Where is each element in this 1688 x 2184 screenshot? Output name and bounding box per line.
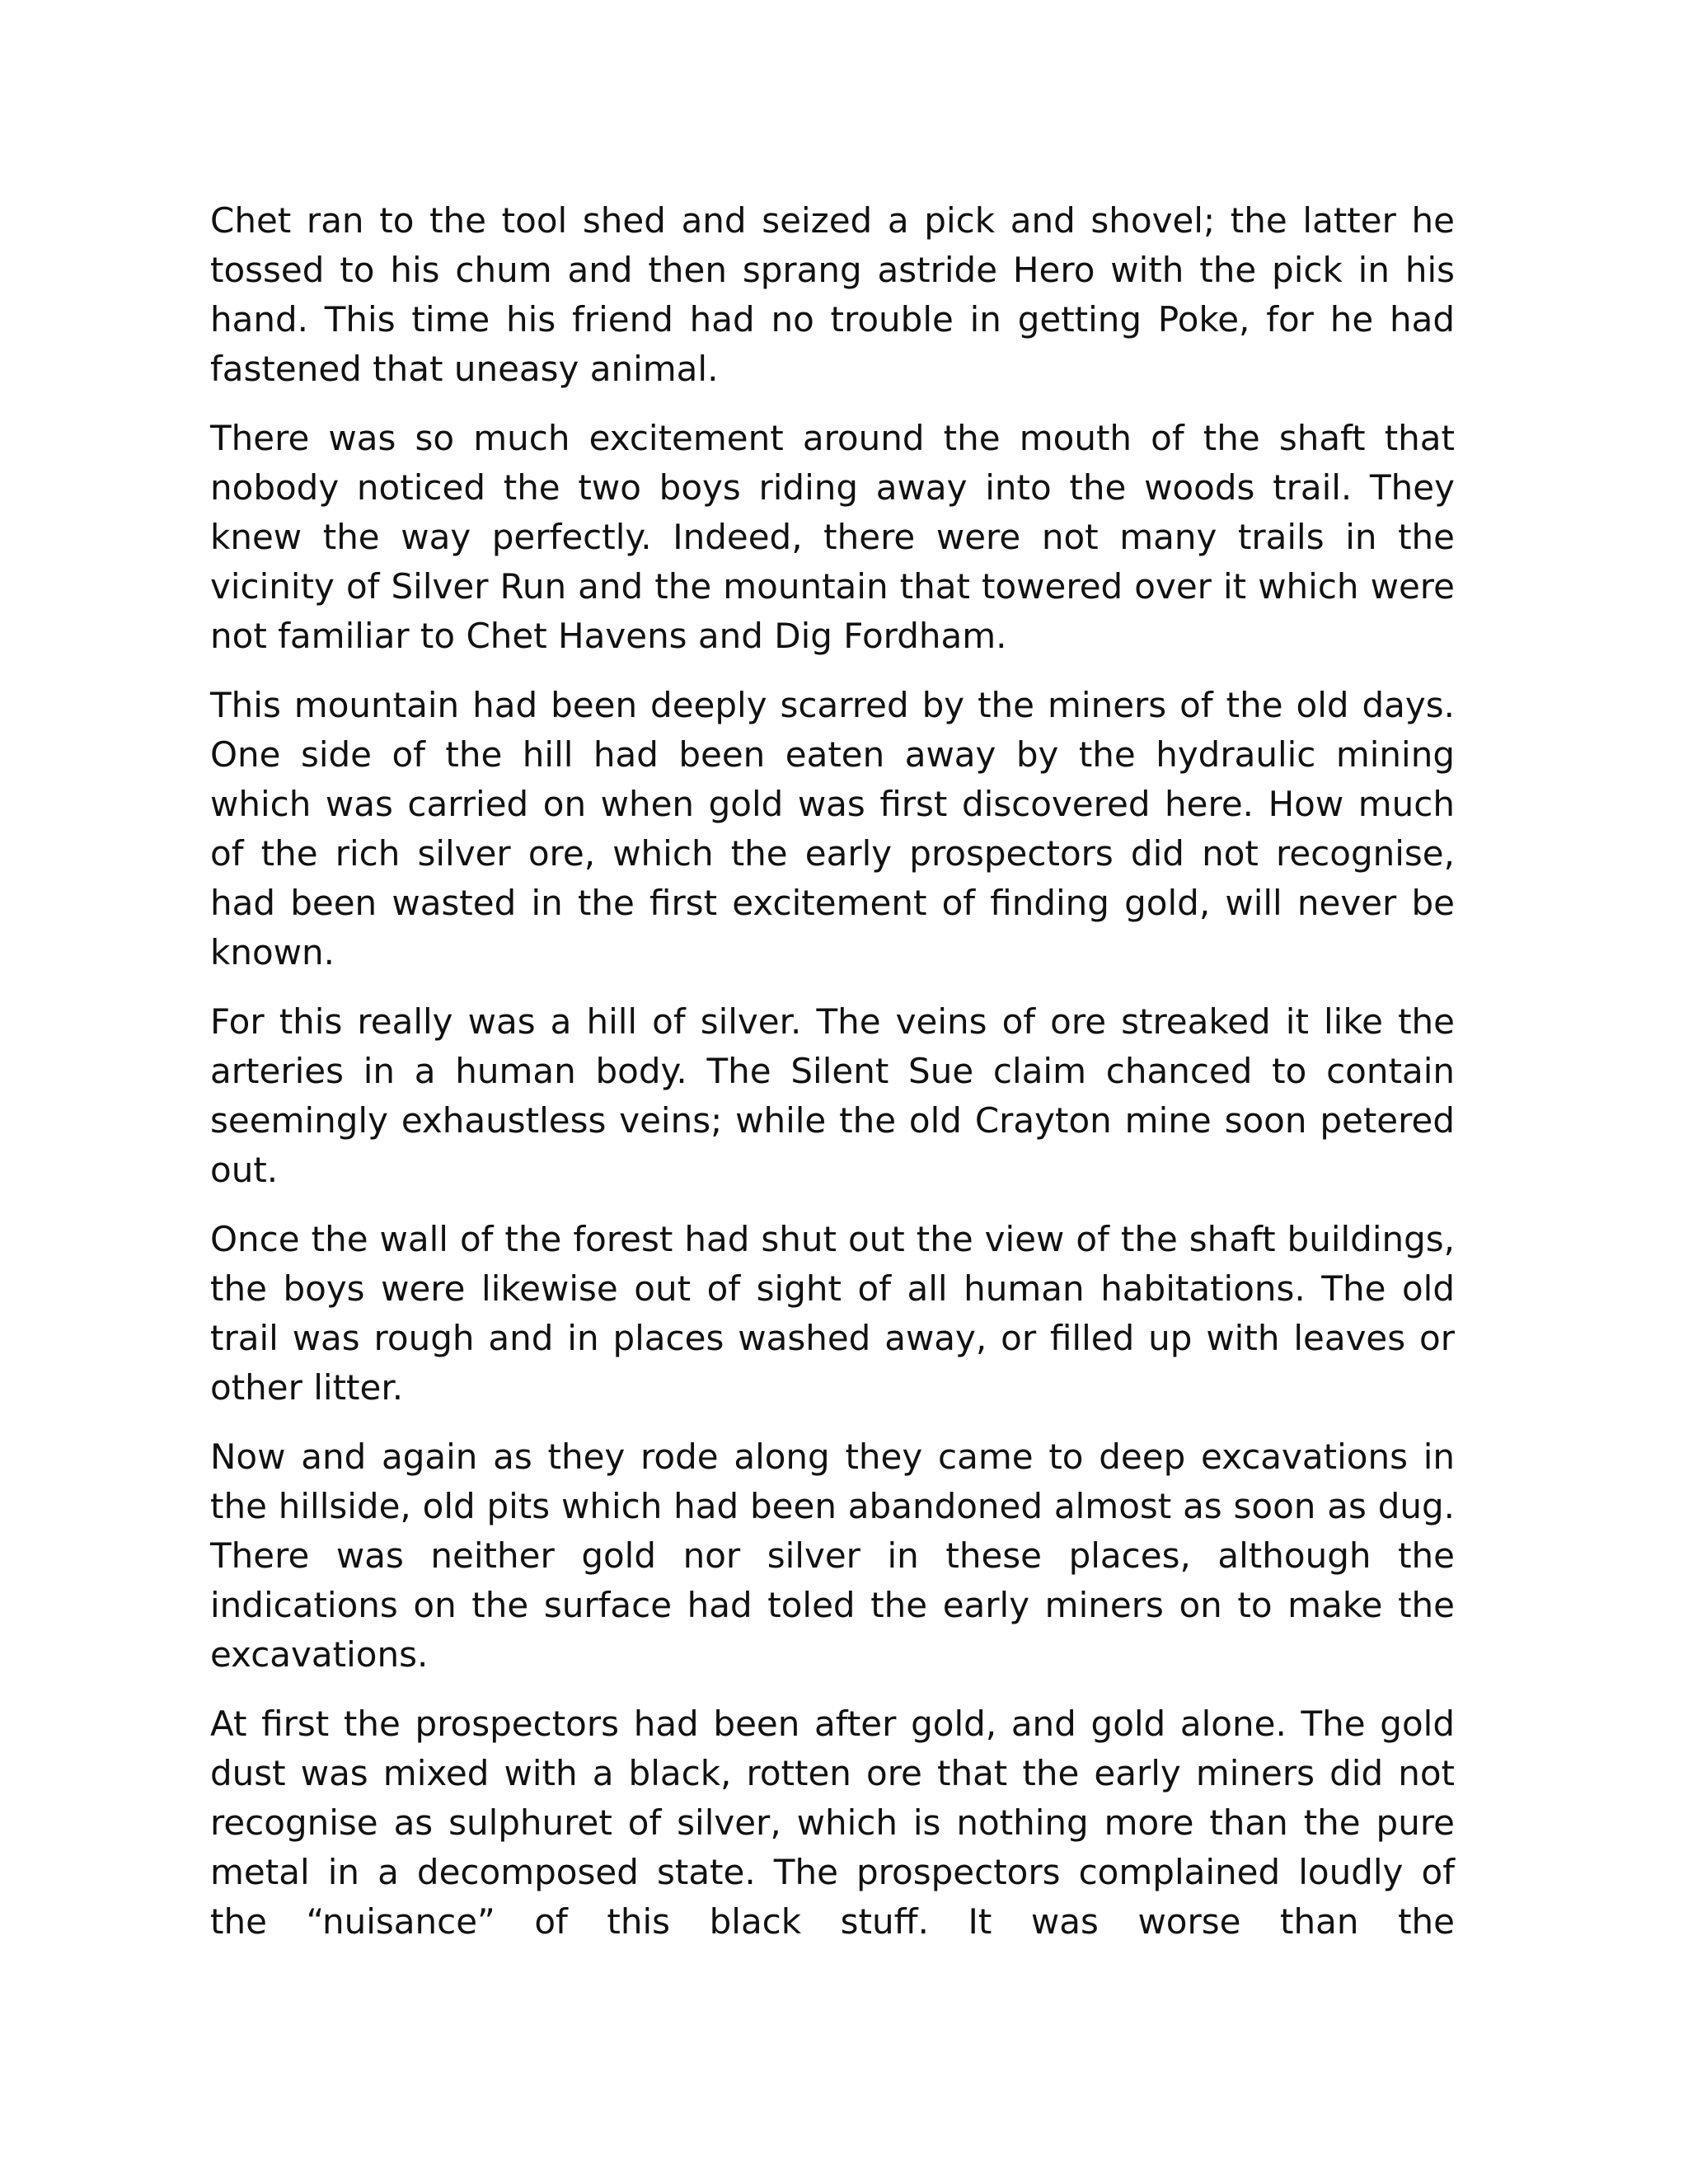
paragraph-3: This mountain had been deeply scarred by the miners of the old days. One side of the hill had been eaten away by the hydraulic mining which was carried on when gold was first discovered here. How much of the rich silver ore, which the early prospectors did not recognise, had been wasted in the first excitement of finding gold, will never be known. xyxy=(210,685,1455,972)
paragraph-1: Chet ran to the tool shed and seized a pick and shovel; the latter he tossed to his chum and then sprang astride Hero with the pick in his hand. This time his friend had no trouble in getting Poke, for he had fastened that uneasy animal. xyxy=(210,200,1455,389)
paragraph-2: There was so much excitement around the mouth of the shaft that nobody noticed the two boys riding away into the woods trail. They knew the way perfectly. Indeed, there were not many trails in the vicinity of Silver Run and the mountain that towered over it which were not familiar to Chet Havens and Dig Fordham. xyxy=(210,418,1455,656)
paragraph-6: Now and again as they rode along they came to deep excavations in the hillside, old pits which had been abandoned almost as soon as dug. There was neither gold nor silver in these places, although the indications on the surface had toled the early miners on to make the excavations. xyxy=(210,1436,1455,1675)
body-text xyxy=(210,196,1455,1966)
paragraph-5: Once the wall of the forest had shut out the view of the shaft buildings, the boys were likewise out of sight of all human habitations. The old trail was rough and in places washed away, or filled up with leaves or other litter. xyxy=(210,1219,1455,1408)
paragraph-4: For this really was a hill of silver. The veins of ore streaked it like the arteries in a human body. The Silent Sue claim chanced to contain seemingly exhaustless veins; while the old Crayton mine soon petered out. xyxy=(210,1001,1455,1190)
paragraph-7: At first the prospectors had been after gold, and gold alone. The gold dust was mixed with a black, rotten ore that the early miners did not recognise as sulphuret of silver, which is nothing more than the pure metal in a decomposed state. The prospectors complained loudly of the “nuisance” of this black stuff. It was worse than the xyxy=(210,1704,1455,1942)
